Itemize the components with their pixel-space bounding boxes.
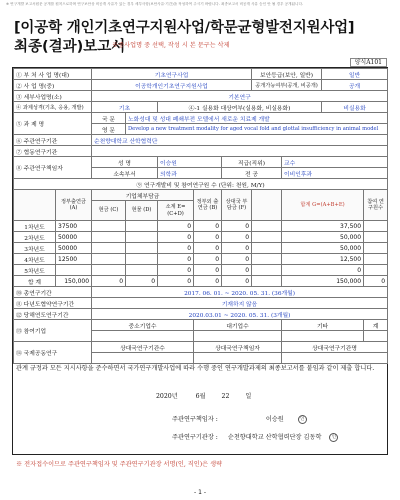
header-partner-pi: 상대국연구책임자 [194,342,282,353]
budget-col-local: 상대국 부담금 (F) [222,190,252,221]
submission-statement: 관계 규정과 모든 지시사항을 준수하면서 국가연구개발사업에 따라 수행 중인 연구개발과제의 최종보고서를 붙임과 같이 제출 합니다. [16,365,375,372]
budget-row [14,232,388,243]
form-id-badge: 양식A101 [350,58,387,67]
budget-subtotal: 0 [158,232,194,243]
header-other: 기타 [282,320,364,331]
value-program-large[interactable]: 기초연구사업 [92,69,252,80]
signature-head-label: 주관연구기관장 : [172,434,218,441]
value-large-count[interactable] [194,331,282,342]
budget-inkind[interactable] [126,232,158,243]
budget-total: 50,000 [282,232,364,243]
label-principal-investigator: ⑧ 주관연구책임자 [14,157,92,179]
budget-local[interactable]: 0 [222,265,252,276]
value-pi-name[interactable]: 이승원 [158,157,222,168]
report-form-table [13,68,388,364]
row-companies-header [14,320,388,331]
value-project-name-kor[interactable]: 노화성대 및 성대 폐쇄부전 모델에서 새로운 치료제 개발 [126,113,388,124]
budget-local[interactable]: 0 [222,254,252,265]
date-day-unit: 일 [245,393,252,400]
budget-people[interactable] [364,221,388,232]
signature-pi-name[interactable]: 이승원 [265,416,284,423]
header-total: 계 [364,320,388,331]
budget-sum-gov-inst: 0 [194,276,222,287]
budget-col-people: 참여 연구원수 [364,190,388,221]
report-title-line2: 최종(결과)보고서 [14,39,126,55]
budget-gov[interactable]: 37500 [56,221,92,232]
value-lead-institution[interactable]: 순천향대학교 산학협력단 [92,135,388,146]
budget-gov-inst[interactable]: 0 [194,265,222,276]
budget-subtotal: 0 [158,221,194,232]
budget-people[interactable] [364,254,388,265]
value-public-availability[interactable]: 공개 [322,80,388,91]
budget-subtotal: 0 [158,265,194,276]
value-current-period[interactable]: 2020.03.01 ~ 2020. 05. 31. (3개월) [92,309,388,320]
label-program-small: ③ 세부사업명(소) [14,91,92,102]
value-partner-inst-count[interactable] [92,353,194,364]
budget-col-year [14,190,56,221]
budget-year: 2차년도 [14,232,56,243]
label-total-period: ⑩ 총연구기간 [14,287,92,298]
value-project-type[interactable]: 기초 [92,102,158,113]
budget-sum-total: 150,000 [282,276,364,287]
budget-col-cash: 현금 (C) [92,201,126,221]
label-public-availability: 공개가능여부(공개, 비공개) [252,80,322,91]
value-pi-dept[interactable]: 의학과 [158,168,222,179]
signature-pi [172,414,307,424]
budget-sum-people: 0 [364,276,388,287]
row-project-type [14,102,388,113]
report-title-line1: [이공학 개인기초연구지원사업/학문균형발전지원사업] [14,20,355,36]
budget-sum-cash: 0 [92,276,126,287]
budget-gov-inst[interactable]: 0 [194,243,222,254]
budget-title: ⑨ 연구개발비 및 참여연구원 수 (단위: 천원, M/Y) [14,179,388,190]
seal-icon: 인 [298,415,307,424]
label-korean: 국 문 [92,113,126,124]
value-security-level[interactable]: 일반 [322,69,388,80]
budget-local[interactable]: 0 [222,243,252,254]
value-pi-major[interactable]: 이비인후과 [282,168,388,179]
budget-col-total: 합계 G=(A+B+E) [282,190,364,221]
date-day[interactable]: 22 [221,393,230,400]
budget-people[interactable] [364,265,388,276]
row-partner-institution [14,146,388,157]
budget-cash[interactable] [92,232,126,243]
budget-sum-gov: 150,000 [56,276,92,287]
row-project-name-kor [14,113,388,124]
budget-total: 50,000 [282,243,364,254]
row-program-small [14,91,388,102]
budget-subtotal: 0 [158,243,194,254]
label-pi-major: 전 공 [222,168,282,179]
budget-gov[interactable]: 50000 [56,243,92,254]
row-program-large [14,69,388,80]
budget-year: 4차년도 [14,254,56,265]
budget-gov-inst[interactable]: 0 [194,232,222,243]
budget-cash[interactable] [92,221,126,232]
label-partner-institution: ⑦ 협동연구기관 [14,146,92,157]
budget-col-subtotal: 소계 E=(C+D) [158,201,194,221]
page-number: - 1 - [194,489,206,496]
row-total-period [14,287,388,298]
budget-inkind[interactable] [126,221,158,232]
budget-total: 37,500 [282,221,364,232]
row-multiyear-period [14,298,388,309]
value-pi-title[interactable]: 교수 [282,157,388,168]
budget-total: 0 [282,265,364,276]
row-current-period [14,309,388,320]
value-total-period[interactable]: 2017. 06. 01. ~ 2020. 05. 31. (36개월) [92,287,388,298]
label-pi-dept: 소속부서 [92,168,158,179]
row-intl-header [14,342,388,353]
label-intl-collab: ⑭ 국제공동연구 [14,342,92,364]
top-notice: ※ 연구개발 보고서원문 공개를 원칙으로하며 연구보안상 비공개 사유가 있는 경우 세부사항(보안사유·기간)을 작성하여 주시기 바랍니다. 최종보고서 비공개 사유 승인 안 될 경우 공개됩니다. [6,2,304,6]
budget-col-inkind: 현물 (D) [126,201,158,221]
header-partner-inst-count: 상대국연구기관수 [92,342,194,353]
budget-row [14,265,388,276]
budget-people[interactable] [364,232,388,243]
label-project-name: ⑤ 과 제 명 [14,113,92,135]
row-pi-name [14,157,388,168]
label-lead-institution: ⑥ 주관연구기관 [14,135,92,146]
value-project-name-eng[interactable]: Develop a new treatment modality for aged vocal fold and glottal insufficiency in animal model [126,124,388,135]
budget-gov[interactable]: 12500 [56,254,92,265]
budget-sum-row [14,276,388,287]
date-year[interactable]: 2020년 [156,393,178,400]
budget-cash[interactable] [92,265,126,276]
budget-people[interactable] [364,243,388,254]
budget-gov[interactable]: 50000 [56,232,92,243]
budget-sum-inkind: 0 [126,276,158,287]
value-commercialization[interactable]: 비실용화 [322,102,388,113]
budget-row [14,254,388,265]
budget-row [14,243,388,254]
value-partner-inst-name[interactable] [282,353,388,364]
budget-year: 3차년도 [14,243,56,254]
label-program-large: ① 부 처 사 업 명(대) [14,69,92,80]
budget-local[interactable]: 0 [222,232,252,243]
budget-gov[interactable] [56,265,92,276]
value-sme-count[interactable] [92,331,194,342]
label-multiyear-period: ⑪ 다년도협약연구기간 [14,298,92,309]
value-multiyear-period[interactable]: 기재하지 않음 [92,298,388,309]
budget-inkind[interactable] [126,265,158,276]
budget-col-gov-inst: 정부외 출연금 (B) [194,190,222,221]
budget-gov-inst[interactable]: 0 [194,254,222,265]
seal-icon: 인 [329,433,338,442]
signature-pi-label: 주관연구책임자 : [172,416,218,423]
header-sme-count: 중소기업수 [92,320,194,331]
budget-col-private: 기업체부담금 [92,190,194,201]
budget-local[interactable]: 0 [222,221,252,232]
value-program-small[interactable]: 기본연구 [92,91,388,102]
budget-inkind[interactable] [126,243,158,254]
label-commercialization: ④-1 실용화 대상여부(실용화, 비실용화) [158,102,322,113]
label-project-type: ④ 과제성격(기초, 응용, 개발) [14,102,92,113]
header-large-count: 대기업수 [194,320,282,331]
budget-header-1 [14,190,388,201]
label-pi-name: 성 명 [92,157,158,168]
date-month[interactable]: 6월 [195,393,206,400]
label-security-level: 보안등급(보안, 일반) [252,69,322,80]
row-budget-title [14,179,388,190]
budget-cash[interactable] [92,243,126,254]
budget-gov-inst[interactable]: 0 [194,221,222,232]
budget-cash[interactable] [92,254,126,265]
row-program-mid [14,80,388,91]
label-current-period: ⑫ 당해연도연구기간 [14,309,92,320]
budget-year: 5차년도 [14,265,56,276]
budget-inkind[interactable] [126,254,158,265]
header-partner-inst-name: 상대국연구기관명 [282,342,388,353]
label-english: 영 문 [92,124,126,135]
label-program-mid: ② 사 업 명(중) [14,80,92,91]
label-participating-companies: ⑬ 참여기업 [14,320,92,342]
value-other[interactable] [282,331,364,342]
value-total[interactable] [364,331,388,342]
row-lead-institution [14,135,388,146]
budget-row [14,221,388,232]
budget-subtotal: 0 [158,254,194,265]
signature-head-name[interactable]: 순천향대학교 산학협력단장 김동학 [227,434,322,441]
budget-total: 12,500 [282,254,364,265]
submission-date [156,391,251,400]
budget-year: 1차년도 [14,221,56,232]
electronic-submission-note: ※ 전자접수이므로 주관연구책임자 및 주관연구기관장 서명(인, 직인)은 생략 [16,461,223,468]
budget-sum-local: 0 [222,276,252,287]
value-partner-pi[interactable] [194,353,282,364]
value-program-mid[interactable]: 이공학개인기초연구지원사업 [92,80,252,91]
budget-sum-subtotal: 0 [158,276,194,287]
label-pi-title: 직급(직위) [222,157,282,168]
title-instruction-note: ※중사업명 중 선택, 작성 시 본 문구는 삭제 [112,42,230,49]
budget-sum-label: 합 계 [14,276,56,287]
value-partner-institution[interactable] [92,146,388,157]
signature-institution-head [172,432,338,442]
budget-col-gov: 정부출연금 (A) [56,190,92,221]
